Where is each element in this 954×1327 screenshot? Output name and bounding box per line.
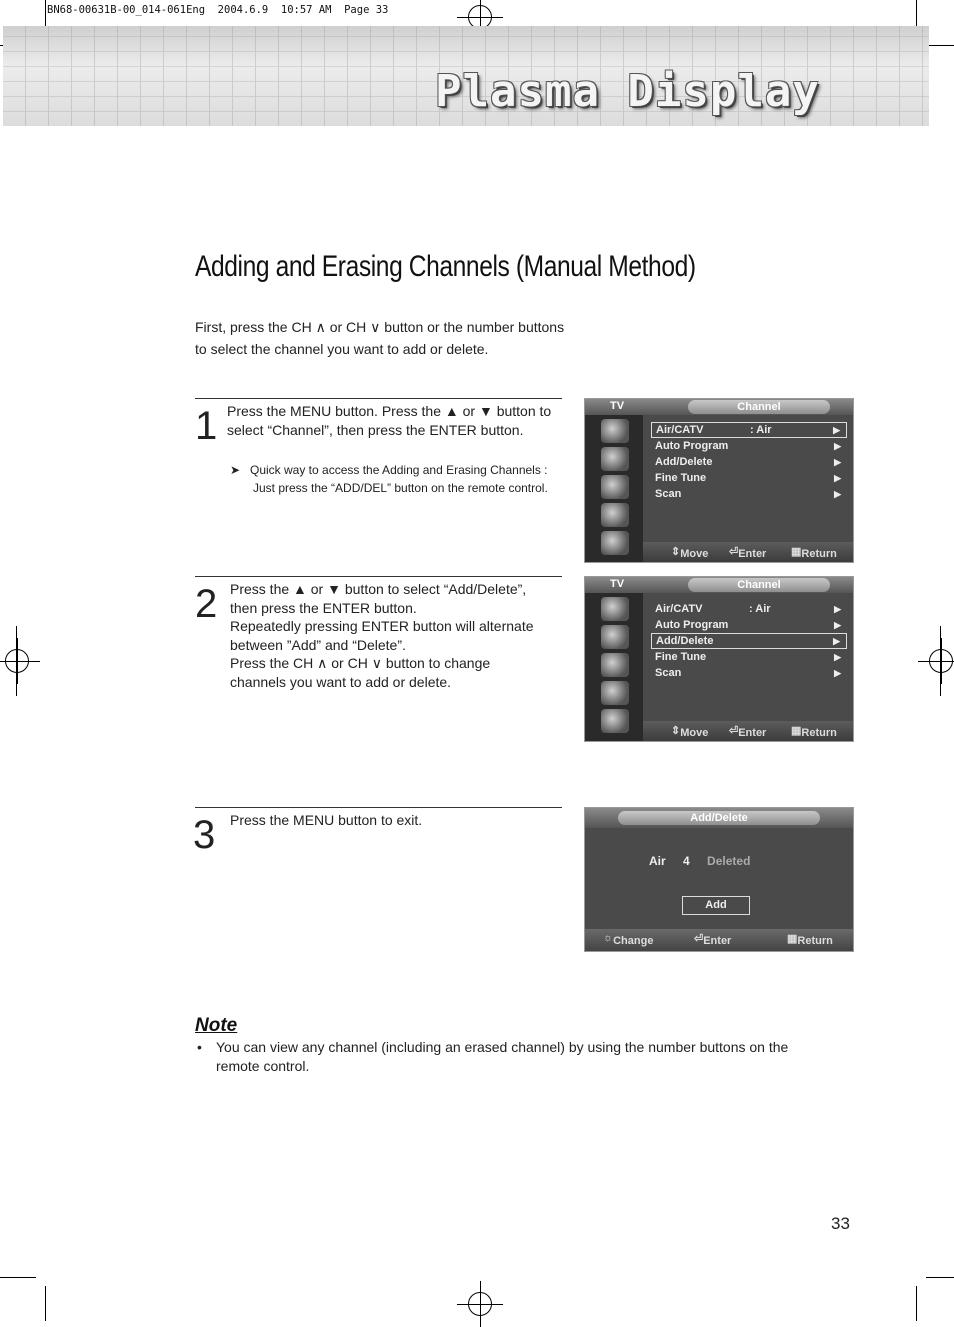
osd-title: Channel bbox=[737, 579, 781, 591]
note-heading: Note bbox=[195, 1015, 238, 1036]
change-hint: ☼ Change bbox=[603, 932, 654, 947]
step-divider bbox=[195, 576, 562, 577]
osd-title: Channel bbox=[737, 401, 781, 413]
osd-item-value: : Air bbox=[749, 603, 771, 615]
channel-icon bbox=[601, 653, 629, 677]
setup-icon bbox=[601, 503, 629, 527]
step-line: between ”Add” and “Delete”. bbox=[230, 636, 406, 653]
picture-icon bbox=[601, 597, 629, 621]
play-arrow-icon: ▶ bbox=[834, 652, 841, 662]
enter-label: Enter bbox=[738, 548, 767, 560]
channel-icon bbox=[601, 475, 629, 499]
enter-hint: ⏎ Enter bbox=[729, 725, 767, 739]
osd-menu-item[interactable] bbox=[651, 617, 847, 633]
osd-item-label: Add/Delete bbox=[656, 635, 714, 647]
osd-menu-item[interactable] bbox=[651, 454, 847, 470]
input-icon bbox=[601, 709, 629, 733]
osd-menu-item[interactable] bbox=[651, 438, 847, 454]
print-header: BN68-00631B-00_014-061Eng 2004.6.9 10:57 AM Page 33 bbox=[47, 4, 389, 16]
crop-mark bbox=[926, 1277, 954, 1278]
enter-hint: ⏎ Enter bbox=[694, 933, 732, 947]
osd-menu-item[interactable] bbox=[651, 486, 847, 502]
osd-item-label: Fine Tune bbox=[655, 472, 707, 484]
osd-menu-list bbox=[651, 422, 847, 502]
osd-icon-column bbox=[585, 415, 643, 562]
input-icon bbox=[601, 531, 629, 555]
header-banner bbox=[3, 26, 929, 126]
osd-item-label: Air/CATV bbox=[656, 424, 704, 436]
osd-item-label: Auto Program bbox=[655, 619, 729, 631]
picture-icon bbox=[601, 419, 629, 443]
step-divider bbox=[195, 807, 562, 808]
channel-source: Air bbox=[649, 854, 666, 868]
play-arrow-icon: ▶ bbox=[834, 489, 841, 499]
section-title: Adding and Erasing Channels (Manual Method) bbox=[195, 250, 696, 283]
return-label: Return bbox=[801, 548, 837, 560]
osd-item-label: Auto Program bbox=[655, 440, 729, 452]
osd-menu-item[interactable] bbox=[651, 649, 847, 665]
play-arrow-icon: ▶ bbox=[834, 457, 841, 467]
osd-item-label: Scan bbox=[655, 667, 682, 679]
osd-item-label: Fine Tune bbox=[655, 651, 707, 663]
sound-icon bbox=[601, 625, 629, 649]
osd-footer bbox=[643, 721, 853, 741]
move-hint: ⇕ Move bbox=[671, 546, 709, 560]
osd-menu-item[interactable] bbox=[651, 665, 847, 681]
step-line: channels you want to add or delete. bbox=[230, 673, 452, 690]
step-line: Press the CH ∧ or CH ∨ button to change bbox=[230, 655, 491, 671]
osd-title-pill bbox=[688, 400, 830, 414]
crop-mark bbox=[0, 1277, 36, 1278]
intro-line: to select the channel you want to add or delete. bbox=[195, 341, 489, 357]
enter-label: Enter bbox=[703, 935, 732, 947]
step-line: Repeatedly pressing ENTER button will alternate bbox=[230, 618, 534, 634]
osd-menu-item[interactable] bbox=[651, 470, 847, 486]
note-text: You can view any channel (including an erased channel) by using the number buttons on the remote control. bbox=[216, 1039, 789, 1074]
step-line: select “Channel”, then press the ENTER button. bbox=[227, 421, 524, 438]
osd-footer bbox=[585, 929, 853, 951]
osd-menu-item[interactable] bbox=[651, 422, 847, 438]
registration-mark bbox=[5, 649, 29, 673]
crop-mark bbox=[926, 45, 954, 46]
osd-channel-menu bbox=[584, 398, 854, 563]
play-arrow-icon: ▶ bbox=[834, 668, 841, 678]
return-label: Return bbox=[801, 727, 837, 739]
step-divider bbox=[195, 398, 562, 399]
enter-hint: ⏎ Enter bbox=[729, 546, 767, 560]
osd-title: Add/Delete bbox=[690, 812, 748, 824]
step-number: 3 bbox=[193, 813, 216, 857]
step-text bbox=[227, 402, 551, 439]
return-hint: ▦ Return bbox=[787, 933, 833, 947]
crop-mark bbox=[45, 0, 46, 26]
step-number: 1 bbox=[195, 404, 218, 448]
change-label: Change bbox=[613, 935, 654, 947]
osd-icon-column bbox=[585, 593, 643, 741]
channel-status bbox=[649, 854, 750, 868]
move-hint: ⇕ Move bbox=[671, 725, 709, 739]
osd-menu-item[interactable] bbox=[651, 633, 847, 649]
tip-line: Quick way to access the Adding and Erasing Channels : bbox=[250, 463, 548, 477]
sound-icon bbox=[601, 447, 629, 471]
osd-title-pill bbox=[618, 811, 820, 825]
channel-state: Deleted bbox=[707, 854, 751, 868]
tip-line: Just press the “ADD/DEL” button on the remote control. bbox=[253, 480, 548, 495]
crop-mark bbox=[45, 1286, 46, 1321]
play-arrow-icon: ▶ bbox=[834, 620, 841, 630]
osd-add-delete-dialog bbox=[584, 807, 854, 952]
enter-label: Enter bbox=[738, 727, 767, 739]
osd-item-label: Add/Delete bbox=[655, 456, 713, 468]
page-number: 33 bbox=[831, 1214, 850, 1233]
osd-footer bbox=[643, 542, 853, 562]
step-line: Press the MENU button to exit. bbox=[230, 812, 423, 828]
step-line: Press the MENU button. Press the ▲ or ▼ button to bbox=[227, 403, 552, 419]
step-number: 2 bbox=[195, 582, 218, 626]
osd-item-label: Air/CATV bbox=[655, 603, 703, 615]
play-arrow-icon: ▶ bbox=[833, 425, 840, 435]
return-hint: ▦ Return bbox=[791, 546, 837, 560]
tip-box bbox=[230, 462, 548, 497]
add-button[interactable]: Add bbox=[682, 896, 750, 915]
step-line: then press the ENTER button. bbox=[230, 599, 417, 616]
play-arrow-icon: ▶ bbox=[834, 441, 841, 451]
osd-channel-menu bbox=[584, 576, 854, 742]
osd-title-pill bbox=[688, 578, 830, 592]
osd-source-label: TV bbox=[610, 400, 625, 412]
channel-number: 4 bbox=[683, 854, 690, 868]
move-label: Move bbox=[680, 548, 709, 560]
move-label: Move bbox=[680, 727, 709, 739]
crop-mark bbox=[916, 1286, 917, 1321]
note-body bbox=[197, 1038, 817, 1075]
bullet-icon: • bbox=[197, 1039, 202, 1055]
step-text bbox=[230, 811, 422, 830]
osd-menu-item[interactable] bbox=[651, 601, 847, 617]
osd-item-value: : Air bbox=[750, 424, 772, 436]
step-text bbox=[230, 580, 534, 691]
setup-icon bbox=[601, 681, 629, 705]
intro-line: First, press the CH ∧ or CH ∨ button or the number buttons bbox=[195, 319, 565, 335]
intro-text bbox=[195, 316, 564, 360]
osd-item-label: Scan bbox=[655, 488, 682, 500]
arrow-icon: ➤ bbox=[230, 463, 241, 477]
play-arrow-icon: ▶ bbox=[833, 636, 840, 646]
step-line: Press the ▲ or ▼ button to select “Add/Delete”, bbox=[230, 581, 527, 597]
play-arrow-icon: ▶ bbox=[834, 473, 841, 483]
registration-mark bbox=[929, 649, 953, 673]
osd-menu-list bbox=[651, 601, 847, 681]
return-hint: ▦ Return bbox=[791, 725, 837, 739]
registration-mark bbox=[468, 1292, 492, 1316]
banner-title: Plasma Display bbox=[435, 66, 820, 117]
return-label: Return bbox=[797, 935, 833, 947]
osd-source-label: TV bbox=[610, 578, 625, 590]
play-arrow-icon: ▶ bbox=[834, 604, 841, 614]
